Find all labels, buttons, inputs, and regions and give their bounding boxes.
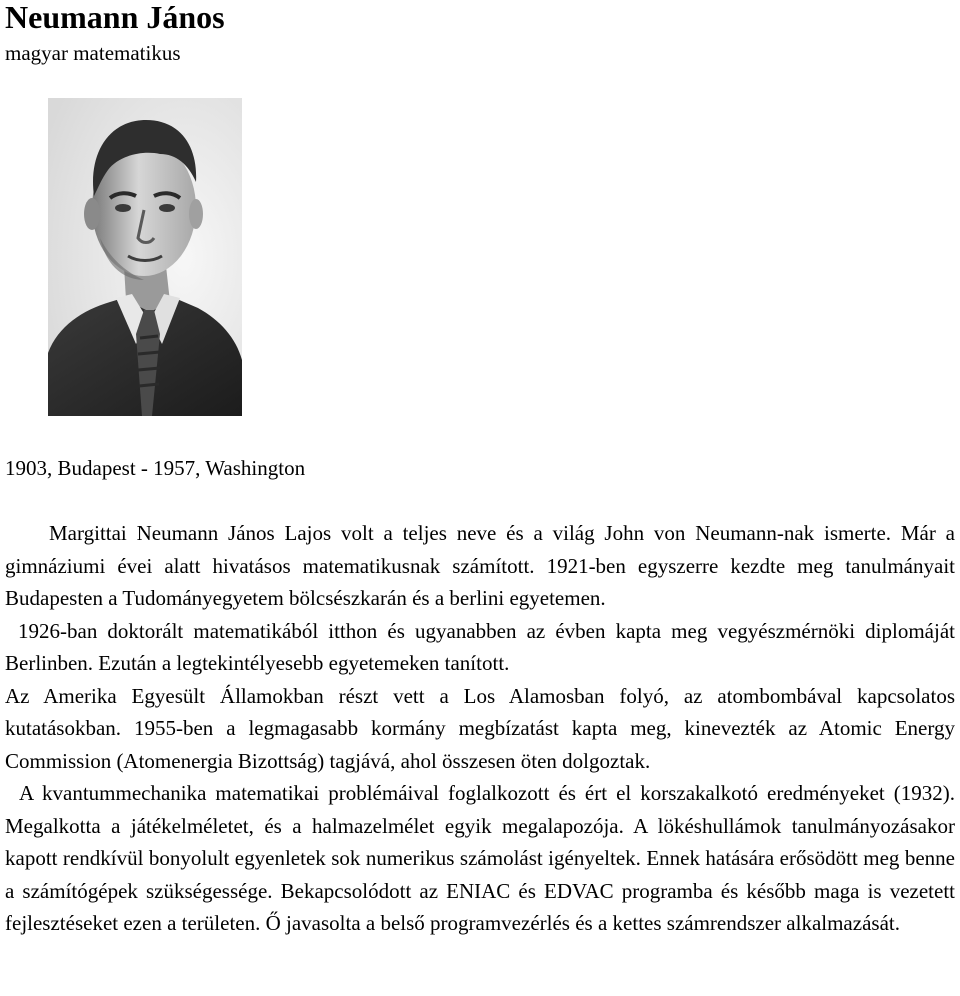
portrait-photo xyxy=(48,98,242,416)
page-title: Neumann János xyxy=(5,0,225,35)
lifespan-text: 1903, Budapest - 1957, Washington xyxy=(5,456,306,480)
page-subtitle: magyar matematikus xyxy=(5,41,181,65)
bio-paragraph: A kvantummechanika matematikai problémáival foglalkozott és ért el korszakalkotó eredményeket (1932). Megalkotta a játékelméletet, és a halmazelmélet egyik megalapozója. A lökéshullámok tanulmányozásakor kapott rendkívül bonyolult egyenletek sok numerikus számolást igényeltek. Ennek hatására erősödött meg benne a számítógépek szükségessége. Bekapcsolódott az ENIAC és EDVAC programba és később maga is vezetett fejlesztéseket ezen a területen. Ő javasolta a belső programvezérlés és a kettes számrendszer alkalmazását. xyxy=(5,781,955,935)
biography xyxy=(5,517,955,940)
portrait-photo-icon xyxy=(48,98,242,416)
bio-paragraph: Az Amerika Egyesült Államokban részt vett a Los Alamosban folyó, az atombombával kapcsolatos kutatásokban. 1955-ben a legmagasabb kormány megbízatást kapta meg, kinevezték az Atomic Energy Commission (Atomenergia Bizottság) tagjává, ahol összesen öten dolgoztak. xyxy=(5,683,955,773)
bio-paragraph: 1926-ban doktorált matematikából itthon és ugyanabben az évben kapta meg vegyészmérnöki diplomáját Berlinben. Ezután a legtekintélyesebb egyetemeken tanított. xyxy=(5,618,955,675)
bio-paragraph: Margittai Neumann János Lajos volt a teljes neve és a világ John von Neumann-nak ismerte. Már a gimnáziumi évei alatt hivatásos matematikusnak számított. 1921-ben egyszerre kezdte meg tanulmányait Budapesten a Tudományegyetem bölcsészkarán és a berlini egyetemen. xyxy=(5,521,955,610)
